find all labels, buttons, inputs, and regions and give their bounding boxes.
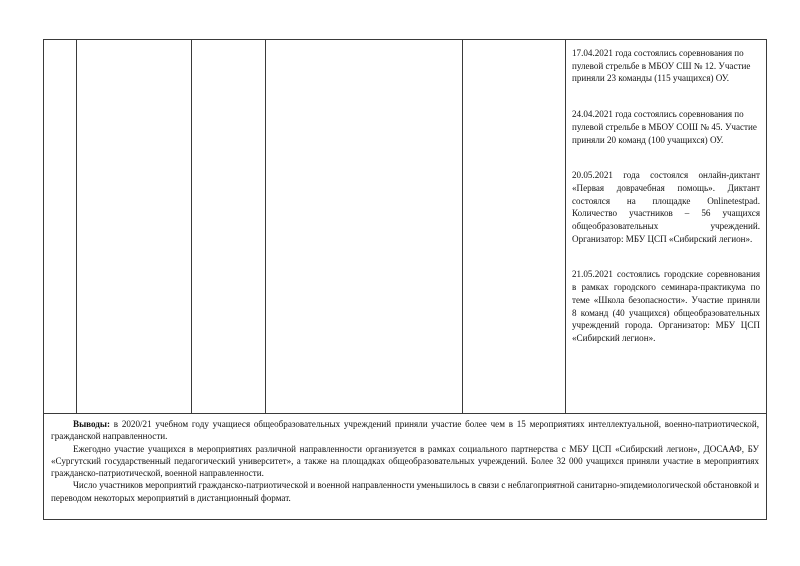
activity-paragraph-2: 24.04.2021 года состоялись соревнования по пулевой стрельбе в МБОУ СОШ № 45. Участие приняли 20 команд (100 учащихся) ОУ. [572, 109, 757, 145]
table-cell-number [44, 40, 77, 414]
activity-paragraph-1: 17.04.2021 года состоялись соревнования по пулевой стрельбе в МБОУ СШ № 12. Участие приняли 23 команды (115 учащихся) ОУ. [572, 48, 751, 84]
conclusions-paragraph-1 [51, 418, 759, 443]
table-cell-event-name [77, 40, 192, 414]
conclusions-paragraph-1-text: в 2020/21 учебном году учащиеся общеобразовательных учреждений приняли участие более чем в 15 мероприятиях интеллектуальной, военно-патриотической, гражданской направленности. [51, 419, 759, 442]
table-cell-organizer [266, 40, 463, 414]
activity-paragraph-4: 21.05.2021 состоялись городские соревнования в рамках городского семинара-практикума по теме «Школа безопасности». Участие приняли 8 команд (40 учащихся) общеобразовательных учреждений города. Организатор: МБУ ЦСП «Сибирский легион». [572, 269, 760, 343]
table-cell-date [192, 40, 266, 414]
activities-text-block [566, 40, 766, 349]
conclusions-paragraph-2: Ежегодно участие учащихся в мероприятиях различной направленности организуется в рамках социального партнерства с МБУ ЦСП «Сибирский легион», ДОСААФ, БУ «Сургутский государственный педагогический университет», а также на площадках общеобразовательных учреждений. Более 32 000 учащихся приняли участие в мероприятиях гражданско-патриотической, военной направленности. [51, 443, 759, 479]
table-cell-conclusions [44, 414, 767, 520]
table-cell-activities [566, 40, 767, 414]
table-cell-participants [463, 40, 566, 414]
conclusions-label: Выводы: [73, 419, 111, 429]
conclusions-text-block [44, 414, 766, 507]
activity-paragraph-3: 20.05.2021 года состоялся онлайн-диктант «Первая доврачебная помощь». Диктант состоялся на площадке Onlinetestpad. Количество участников – 56 учащихся общеобразовательных учреждений. Организатор: МБУ ЦСП «Сибирский легион». [572, 170, 760, 244]
conclusions-row [44, 414, 767, 520]
conclusions-paragraph-3: Число участников мероприятий гражданско-патриотической и военной направленности уменьшилось в связи с неблагоприятной санитарно-эпидемиологической обстановкой и переводом некоторых мероприятий в дистанционный формат. [51, 480, 759, 503]
table-row [44, 40, 767, 414]
activities-table [43, 39, 767, 520]
